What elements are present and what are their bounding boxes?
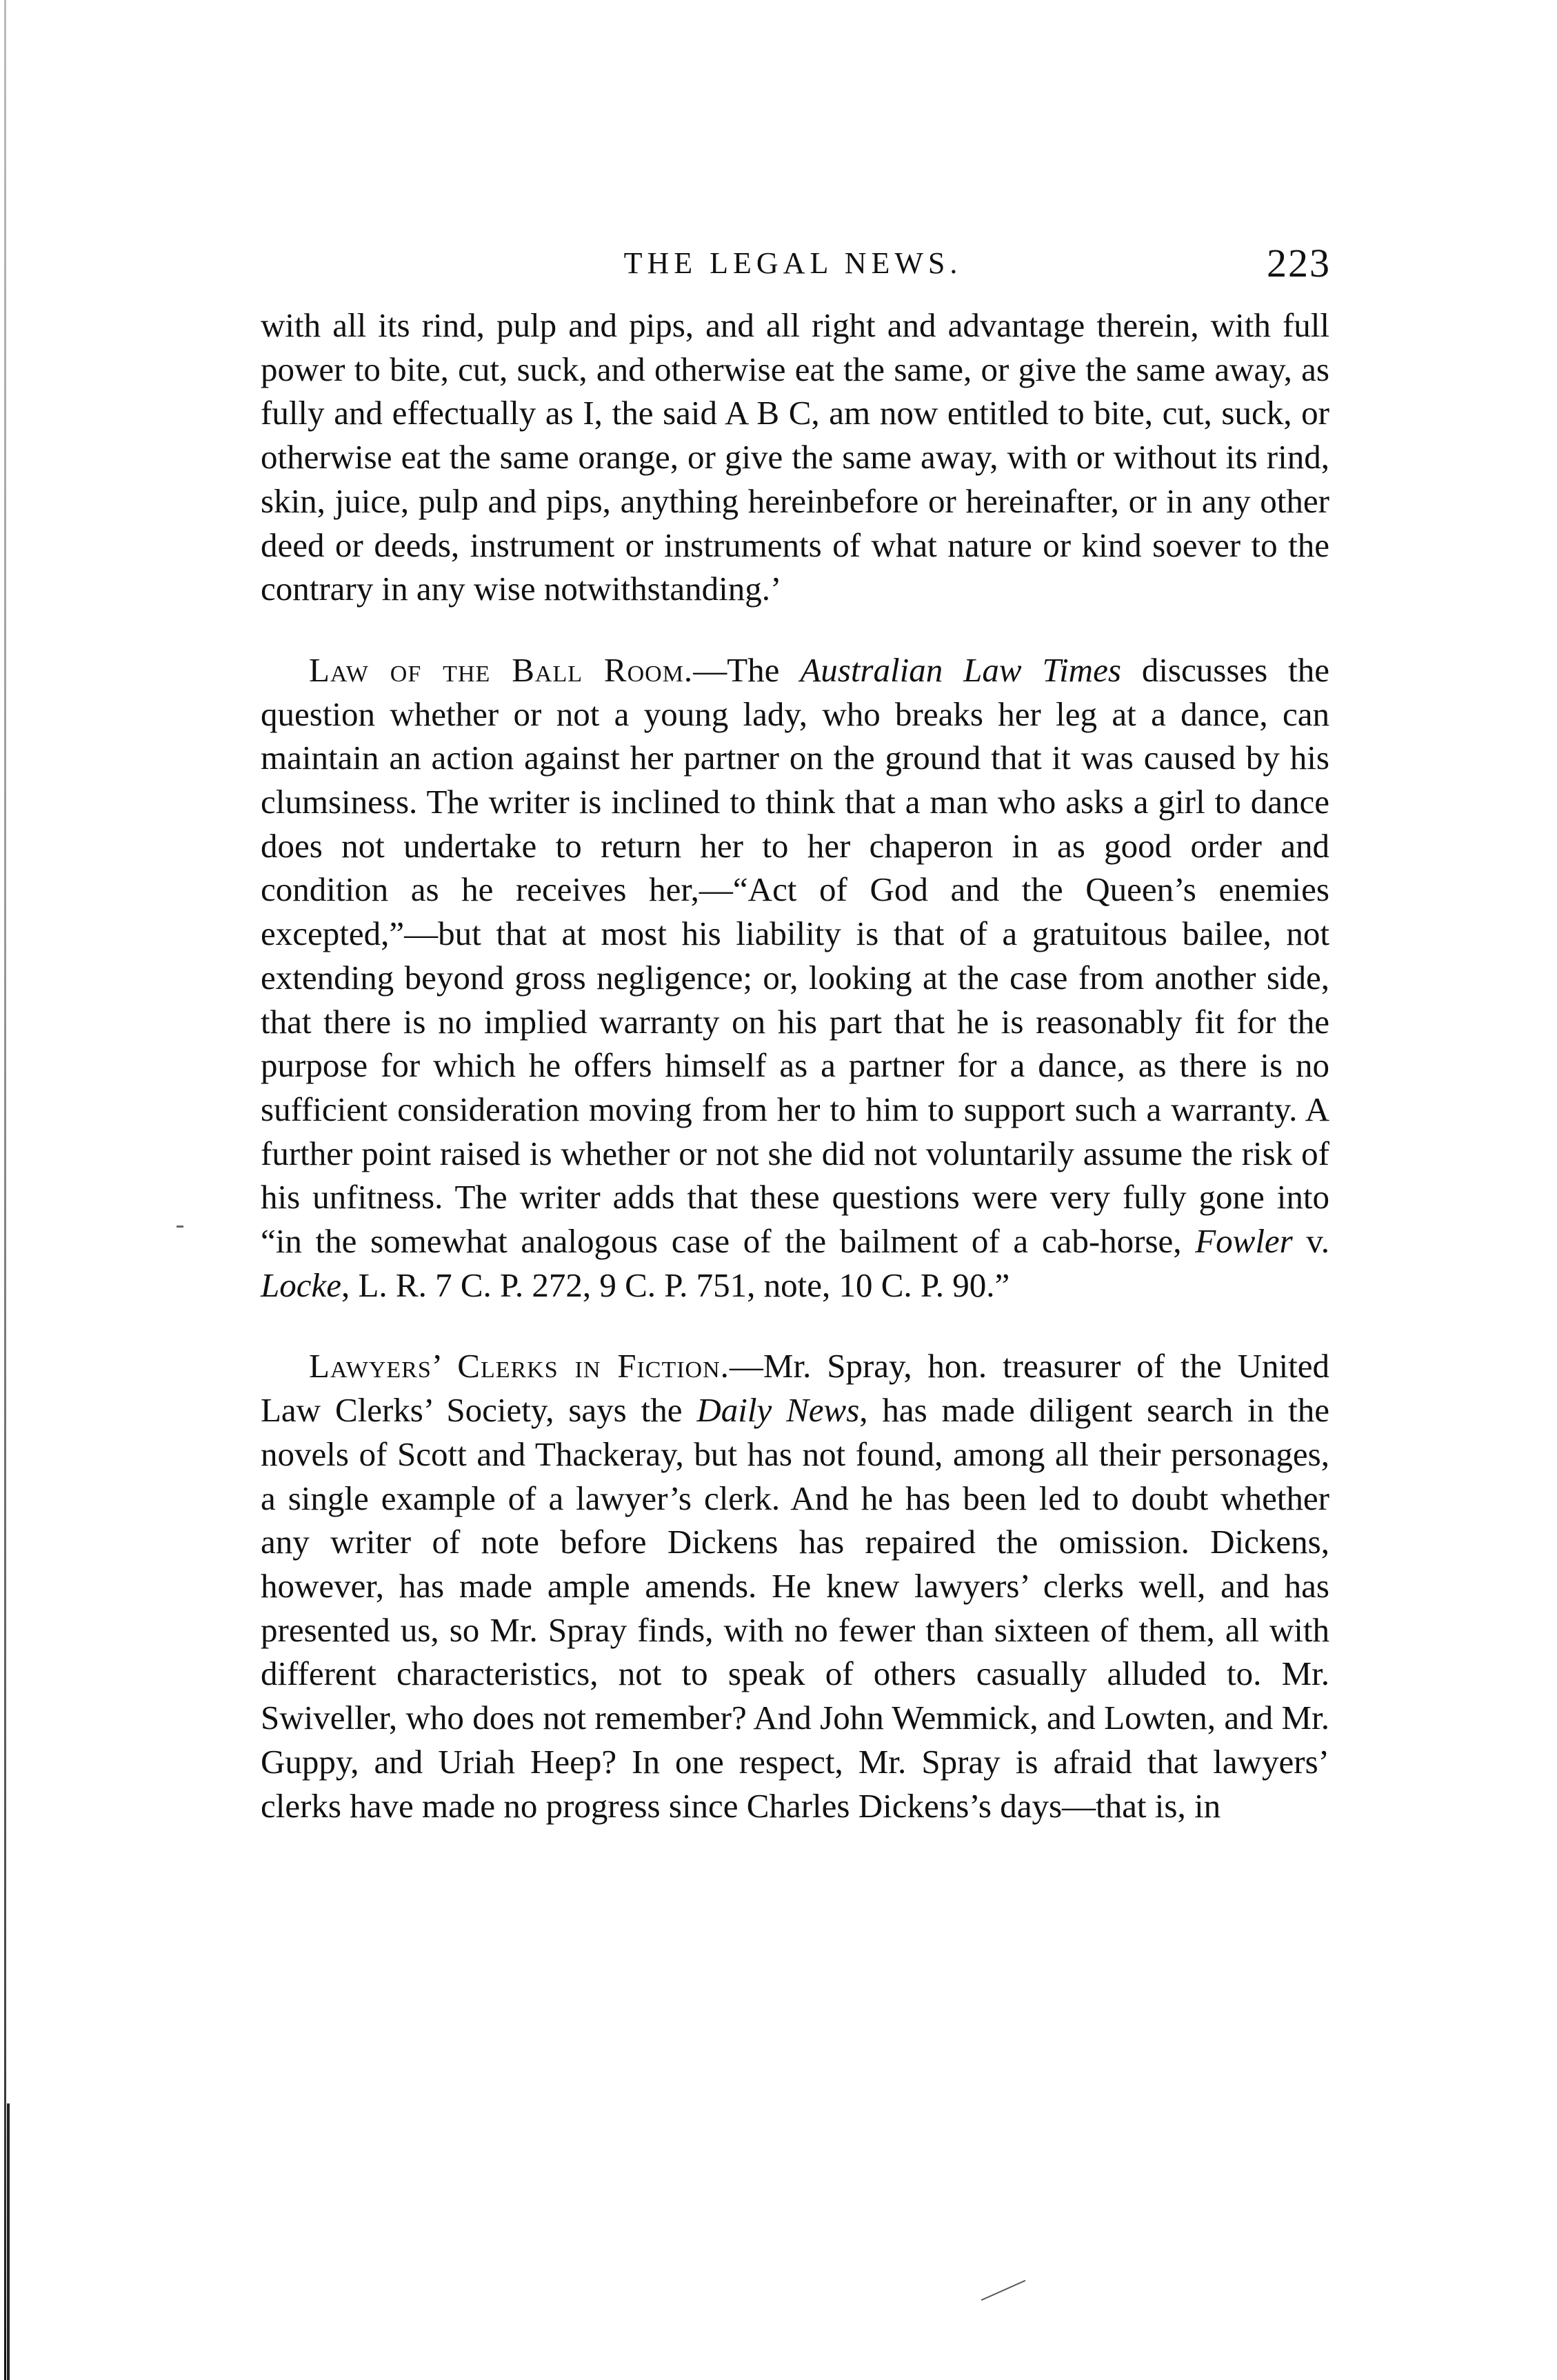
italic-run: Locke — [261, 1266, 341, 1304]
page-edge-binding — [7, 2103, 10, 2380]
ink-speck — [177, 1226, 183, 1228]
article-body — [261, 303, 1329, 1828]
running-title: THE LEGAL NEWS. — [623, 246, 963, 280]
paragraph-continuation: with all its rind, pulp and pips, and all right and advantage therein, with full power to bite, cut, suck, and otherwise eat the same, or give the same away, as fully and effectually as I, the said A B C, am now entitled to bite, cut, suck, or otherwise eat the same orange, or give the same away, with or without its rind, skin, juice, pulp and pips, anything hereinbefore or hereinafter, or in any other deed or deeds, instrument or instruments of what nature or kind soever to the contrary in any wise notwithstanding.’ — [261, 306, 1329, 608]
page-edge-shadow — [4, 0, 6, 2380]
paragraph-ball-room — [261, 648, 1329, 1308]
paragraph-lawyers-clerks — [261, 1344, 1329, 1828]
pen-mark — [981, 2280, 1026, 2301]
text-run: —Mr. Spray, hon. treasurer of the United Law Clerks’ Society, says the — [261, 1347, 1329, 1430]
text-run: discusses the question whether or not a young lady, who breaks her leg at a dance, can maintain an action against her partner on the ground that it was caused by his clumsiness. The writer is inclined to think that a man who asks a girl to dance does not undertake to return her to her chaperon in as good order and condition as he receives her,—“Act of God and the Queen’s enemies excepted,”—but that at most his liability is that of a gratuitous bailee, not extending beyond gross negligence; or, looking at the case from another side, that there is no implied warranty on his part that he is reasonably fit for the purpose for which he offers himself as a partner for a dance, as there is no sufficient consideration moving from her to him to support such a warranty. A further point raised is whether or not she did not voluntarily assume the risk of his unfitness. The writer adds that these questions were very fully gone into “in the somewhat analogous case of the bailment of a cab-horse, — [261, 650, 1330, 1261]
text-run: —The — [693, 650, 801, 689]
text-run: , L. R. 7 C. P. 272, 9 C. P. 751, note, 10 C. P. 90.” — [341, 1266, 1010, 1304]
italic-run: Daily News — [696, 1391, 860, 1430]
text-run: v. — [1292, 1222, 1329, 1261]
running-header — [255, 240, 1331, 288]
italic-run: Fowler — [1195, 1222, 1293, 1261]
text-run: , has made diligent search in the novels of Scott and Thackeray, but has not found, among all their personages, a single example of a lawyer’s clerk. And he has been led to doubt whether any writer of note before Dickens has repaired the omission. Dickens, however, has made ample amends. He knew lawyers’ clerks well, and has presented us, so Mr. Spray finds, with no fewer than sixteen of them, all with different characteristics, not to speak of others casually alluded to. Mr. Swiveller, who does not remember? And John Wemmick, and Lowten, and Mr. Guppy, and Uriah Heep? In one respect, Mr. Spray is afraid that lawyers’ clerks have made no progress since Charles Dickens’s days—that is, in — [261, 1391, 1329, 1825]
page-number: 223 — [1267, 241, 1331, 286]
section-heading-ball-room: Law of the Ball Room. — [309, 650, 694, 689]
section-heading-lawyers-clerks: Lawyers’ Clerks in Fiction. — [309, 1347, 730, 1386]
italic-run: Australian Law Times — [800, 650, 1121, 689]
